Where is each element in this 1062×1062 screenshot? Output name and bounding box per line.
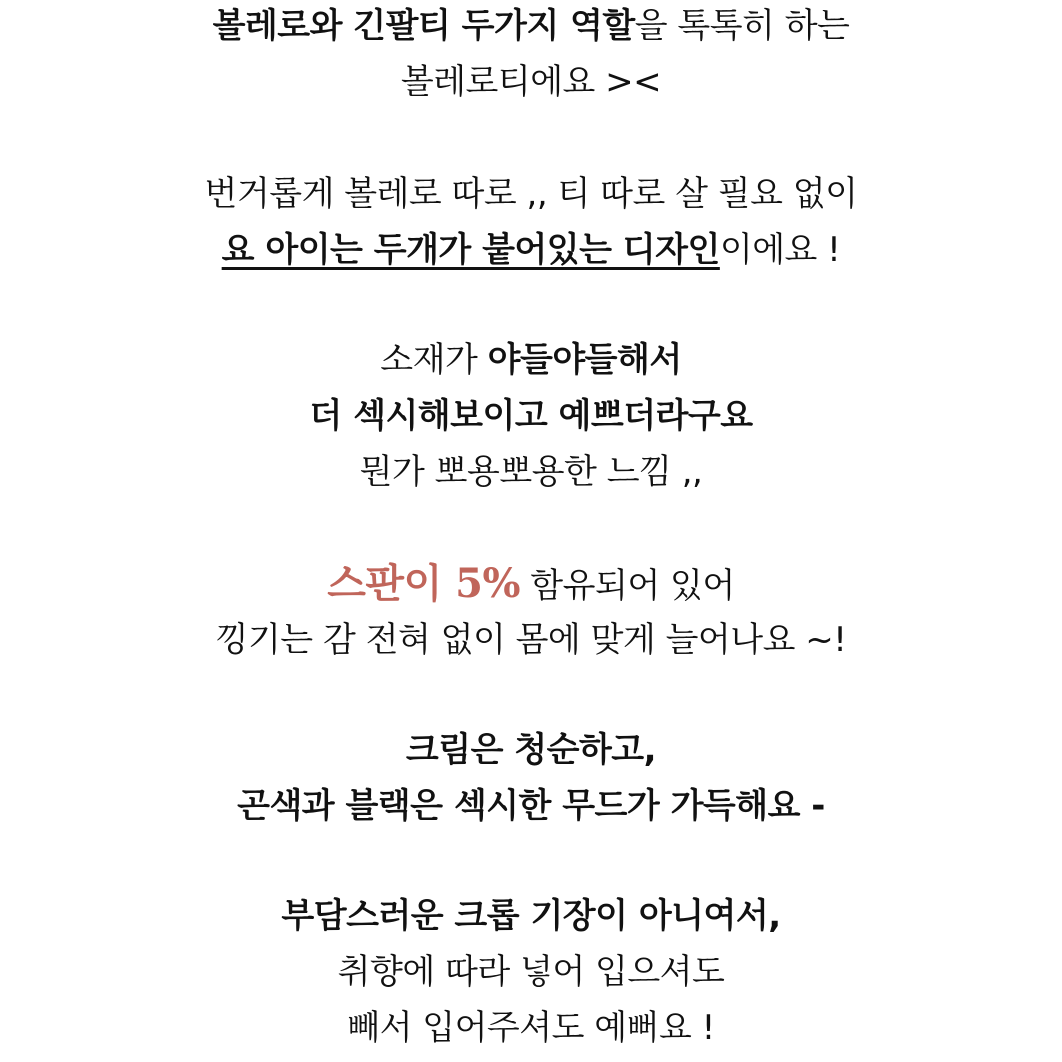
p3-line-3-text: 뭔가 뽀용뽀용한 느낌 ,, <box>359 452 703 492</box>
p6-line-1 <box>0 894 1062 938</box>
p4-line-2-text: 낑기는 감 전혀 없이 몸에 맞게 늘어나요 ~! <box>215 620 847 660</box>
p4-accent-number: 5% <box>455 560 520 607</box>
p1-line-1 <box>0 4 1062 48</box>
p3-line-2-bold: 더 섹시해보이고 예쁘더라구요 <box>309 396 753 436</box>
p2-line-1-text: 번거롭게 볼레로 따로 ,, 티 따로 살 필요 없이 <box>204 174 858 214</box>
p2-line-2-emphasis: 요 아이는 두개가 붙어있는 디자인 <box>221 230 720 270</box>
p3-line-2 <box>0 394 1062 438</box>
p5-line-1 <box>0 728 1062 772</box>
p2-line-2-rest: 이에요 ! <box>719 230 841 270</box>
p5-line-1-bold: 크림은 청순하고, <box>405 730 657 770</box>
p4-line-2 <box>0 618 1062 662</box>
p1-line-1-bold: 볼레로와 긴팔티 두가지 역할 <box>212 6 635 46</box>
p6-line-2 <box>0 950 1062 994</box>
p6-line-3 <box>0 1006 1062 1050</box>
p1-line-2 <box>0 60 1062 104</box>
p2-line-1 <box>0 172 1062 216</box>
p5-line-2-bold: 곤색과 블랙은 섹시한 무드가 가득해요 - <box>237 786 825 826</box>
p3-line-3 <box>0 450 1062 494</box>
p4-accent-word: 스판이 <box>327 561 456 607</box>
p3-line-1-plain: 소재가 <box>380 340 488 380</box>
p1-line-2-text: 볼레로티에요 >< <box>400 62 662 102</box>
p3-line-1-bold: 야들야들해서 <box>487 340 682 380</box>
p4-line-1-rest: 함유되어 있어 <box>520 566 735 606</box>
p3-line-1 <box>0 338 1062 382</box>
p2-line-2 <box>0 228 1062 272</box>
p6-line-3-text: 빼서 입어주셔도 예뻐요 ! <box>347 1008 715 1048</box>
p4-line-1 <box>0 562 1062 608</box>
p5-line-2 <box>0 784 1062 828</box>
p1-line-1-rest: 을 톡톡히 하는 <box>634 6 850 46</box>
p6-line-2-text: 취향에 따라 넣어 입으셔도 <box>337 952 725 992</box>
p6-line-1-bold: 부담스러운 크롭 기장이 아니여서, <box>281 896 781 936</box>
